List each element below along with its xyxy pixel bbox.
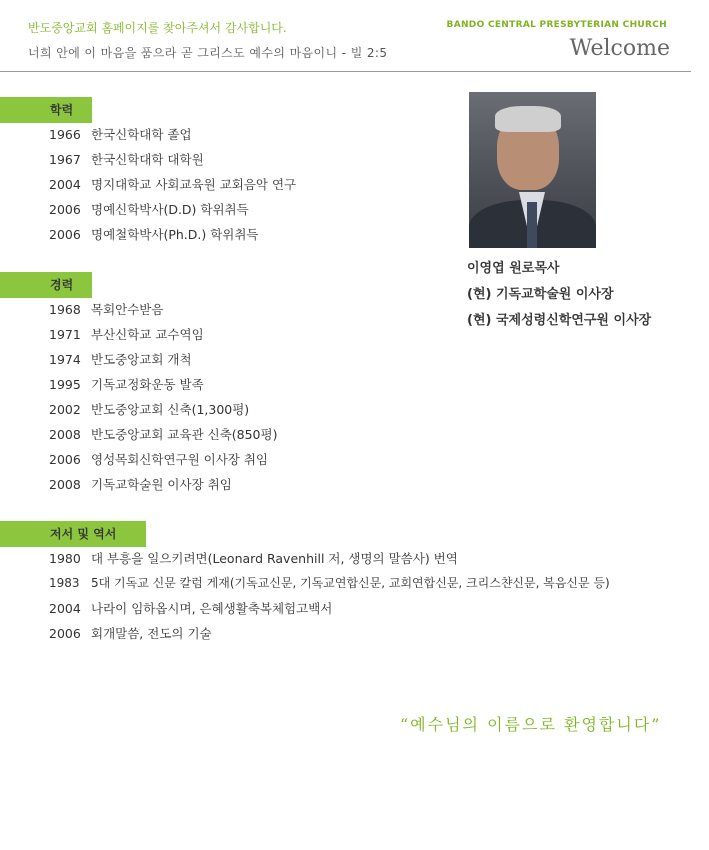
- item-text: 영성목회신학연구원 이사장 취임: [91, 452, 268, 467]
- item-year: 1968: [49, 302, 81, 317]
- item-year: 2006: [49, 452, 81, 467]
- item-year: 2008: [49, 427, 81, 442]
- item-year: 2008: [49, 477, 81, 492]
- item-year: 1980: [49, 551, 81, 566]
- item-text: 부산신학교 교수역임: [91, 327, 204, 342]
- list-item: [49, 172, 296, 197]
- list-item: [49, 596, 610, 621]
- list-item: [49, 222, 296, 247]
- list-item: [49, 447, 277, 472]
- welcome-quote: “예수님의 이름으로 환영합니다”: [400, 715, 662, 734]
- item-year: 2006: [49, 626, 81, 641]
- item-year: 1974: [49, 352, 81, 367]
- item-text: 대 부흥을 일으키려면(Leonard Ravenhill 저, 생명의 말씀사) 번역: [91, 551, 458, 566]
- list-item: [49, 347, 277, 372]
- item-text: 명예철학박사(Ph.D.) 학위취득: [91, 227, 259, 242]
- section-label-career: 경력: [0, 272, 92, 298]
- item-text: 목회안수받음: [91, 302, 164, 317]
- photo-hair: [495, 106, 561, 132]
- list-item: [49, 422, 277, 447]
- list-item: [49, 397, 277, 422]
- item-text: 반도중앙교회 교육관 신축(850평): [91, 427, 278, 442]
- section-label-books: 저서 및 역서: [0, 521, 146, 547]
- item-text: 한국신학대학 졸업: [91, 127, 192, 142]
- education-list: [49, 122, 296, 247]
- books-list: [49, 546, 610, 646]
- greeting-text: 반도중앙교회 홈페이지를 찾아주셔서 감사합니다.: [28, 21, 287, 35]
- item-year: 2004: [49, 601, 81, 616]
- list-item: [49, 322, 277, 347]
- list-item: [49, 621, 610, 646]
- item-year: 1983: [49, 576, 80, 590]
- item-year: 1967: [49, 152, 81, 167]
- pastor-profile: [467, 256, 651, 334]
- pastor-title-1: (현) 기독교학술원 이사장: [467, 287, 614, 302]
- list-item: [49, 147, 296, 172]
- photo-tie: [527, 202, 537, 248]
- list-item: [49, 571, 610, 596]
- list-item: [49, 546, 610, 571]
- list-item: [49, 197, 296, 222]
- list-item: [49, 122, 296, 147]
- list-item: [49, 372, 277, 397]
- header-divider: [0, 71, 691, 72]
- item-year: 1966: [49, 127, 81, 142]
- item-text: 기독교학술원 이사장 취임: [91, 477, 232, 492]
- item-year: 2006: [49, 227, 81, 242]
- item-text: 한국신학대학 대학원: [91, 152, 204, 167]
- list-item: [49, 297, 277, 322]
- item-text: 명예신학박사(D.D) 학위취득: [91, 202, 249, 217]
- item-text: 기독교정화운동 발족: [91, 377, 204, 392]
- item-text: 명지대학교 사회교육원 교회음악 연구: [91, 177, 297, 192]
- career-list: [49, 297, 277, 497]
- item-year: 2004: [49, 177, 81, 192]
- item-year: 1971: [49, 327, 81, 342]
- list-item: [49, 472, 277, 497]
- welcome-title: Welcome: [569, 36, 670, 61]
- item-year: 1995: [49, 377, 81, 392]
- bible-verse: 너희 안에 이 마음을 품으라 곧 그리스도 예수의 마음이니 - 빌 2:5: [28, 46, 388, 60]
- pastor-title-2: (현) 국제성령신학연구원 이사장: [467, 313, 652, 328]
- item-text: 5대 기독교 신문 칼럼 게재(기독교신문, 기독교연합신문, 교회연합신문, 크리스챤신문, 복음신문 등): [91, 576, 610, 590]
- item-year: 2002: [49, 402, 81, 417]
- item-year: 2006: [49, 202, 81, 217]
- pastor-photo: [469, 92, 596, 248]
- section-label-education: 학력: [0, 97, 92, 123]
- item-text: 나라이 임하옵시며, 은혜생활축복체험고백서: [91, 601, 333, 616]
- item-text: 회개말씀, 전도의 기술: [91, 626, 212, 641]
- item-text: 반도중앙교회 개척: [91, 352, 192, 367]
- pastor-name: 이영엽 원로목사: [467, 261, 560, 276]
- item-text: 반도중앙교회 신축(1,300평): [91, 402, 250, 417]
- church-name-en: BANDO CENTRAL PRESBYTERIAN CHURCH: [446, 20, 667, 30]
